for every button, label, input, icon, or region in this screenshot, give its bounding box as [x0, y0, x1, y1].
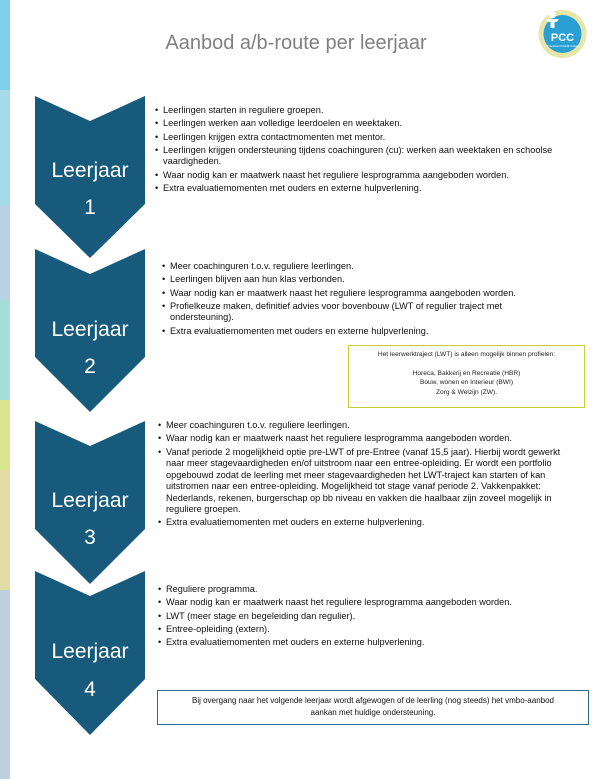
list-item: • Leerlingen krijgen ondersteuning tijdens coachinguren (cu): werken aan weektaken en schoolse vaardigheden.	[155, 145, 580, 168]
logo-text: PCC	[550, 32, 575, 44]
list-item: • Extra evaluatiemomenten met ouders en externe hulpverlening.	[158, 517, 570, 529]
year-4-label-number: 4	[84, 678, 96, 701]
year-1-label-number: 1	[84, 196, 96, 219]
lwt-profiles-note	[348, 345, 585, 408]
transition-note-line: aankan met huidige ondersteuning.	[310, 708, 436, 717]
note-profile: Bouw, wonen en Interieur (BWI)	[419, 379, 514, 387]
note-profile: Horeca, Bakkerij en Recreatie (HBR)	[412, 369, 521, 377]
year-3-label-word: Leerjaar	[51, 489, 129, 512]
list-item: • Meer coachinguren t.o.v. reguliere leerlingen.	[158, 420, 570, 432]
list-item: • Leerlingen krijgen extra contactmomenten met mentor.	[155, 132, 580, 144]
transition-note-line: Bij overgang naar het volgende leerjaar wordt afgewogen of de leerling (nog steeds) het vmbo-aanbod	[191, 696, 554, 705]
year-1-label-word: Leerjaar	[51, 159, 129, 182]
year-4-chevron	[35, 571, 145, 735]
year-2-bullet-list	[162, 261, 567, 339]
list-item: • Extra evaluatiemomenten met ouders en externe hulpverlening.	[162, 326, 567, 338]
year-2-chevron	[35, 249, 145, 412]
year-1-bullet-list	[155, 105, 580, 196]
school-logo	[537, 5, 588, 59]
year-1-chevron	[35, 96, 145, 258]
year-4-label-word: Leerjaar	[51, 640, 129, 663]
logo-subtext: Protestants Christelijk College	[546, 45, 579, 48]
year-3-chevron	[35, 421, 145, 584]
list-item: • Waar nodig kan er maatwerk naast het reguliere lesprogramma aangeboden worden.	[162, 288, 567, 300]
year-4-bullet-list	[158, 584, 570, 650]
year-2-label-number: 2	[84, 355, 96, 378]
year-2-label-word: Leerjaar	[51, 318, 129, 341]
list-item: • Extra evaluatiemomenten met ouders en externe hulpverlening.	[158, 637, 570, 649]
list-item: • Meer coachinguren t.o.v. reguliere leerlingen.	[162, 261, 567, 273]
page-title: Aanbod a/b-route per leerjaar	[165, 32, 427, 54]
list-item: • Vanaf periode 2 mogelijkheid optie pre-LWT of pre-Entree (vanaf 15,5 jaar). Hierbij wordt gewerkt naar meer stagevaardigheden en/of uitstroom naar een entree-opleiding. Er wordt een portfolio opgebouwd zodat de leerling met meer stagevaardigheden het LWT-traject kan starten of kan uitstromen naar een entree-opleiding. Mogelijkheid tot stage vanaf periode 2. Vakkenpakket: Nederlands, rekenen, burgerschap op bb niveau en vakken die haalbaar zijn zoveel mogelijk in reguliere groepen.	[158, 447, 570, 516]
list-item: • Leerlingen starten in reguliere groepen.	[155, 105, 580, 117]
list-item: • Reguliere programma.	[158, 584, 570, 596]
list-item: • Waar nodig kan er maatwerk naast het reguliere lesprogramma aangeboden worden.	[158, 433, 570, 445]
list-item: • Profielkeuze maken, definitief advies voor bovenbouw (LWT of regulier traject met ondersteuning).	[162, 301, 567, 324]
year-3-label-number: 3	[84, 526, 96, 549]
list-item: • Leerlingen werken aan volledige leerdoelen en weektaken.	[155, 118, 580, 130]
note-profile: Zorg & Welzijn (ZW).	[435, 388, 498, 396]
list-item: • Extra evaluatiemomenten met ouders en externe hulpverlening.	[155, 183, 580, 195]
decorative-side-strip	[0, 0, 10, 779]
year-3-bullet-list	[158, 420, 570, 531]
list-item: • Waar nodig kan er maatwerk naast het reguliere lesprogramma aangeboden worden.	[158, 597, 570, 609]
transition-note	[157, 690, 589, 725]
list-item: • LWT (meer stage en begeleiding dan regulier).	[158, 611, 570, 623]
list-item: • Entree-opleiding (extern).	[158, 624, 570, 636]
list-item: • Waar nodig kan er maatwerk naast het reguliere lesprogramma aangeboden worden.	[155, 170, 580, 182]
note-intro: Het leerwerktraject (LWT) is alleen mogelijk binnen profielen:	[377, 351, 556, 358]
list-item: • Leerlingen blijven aan hun klas verbonden.	[162, 274, 567, 286]
